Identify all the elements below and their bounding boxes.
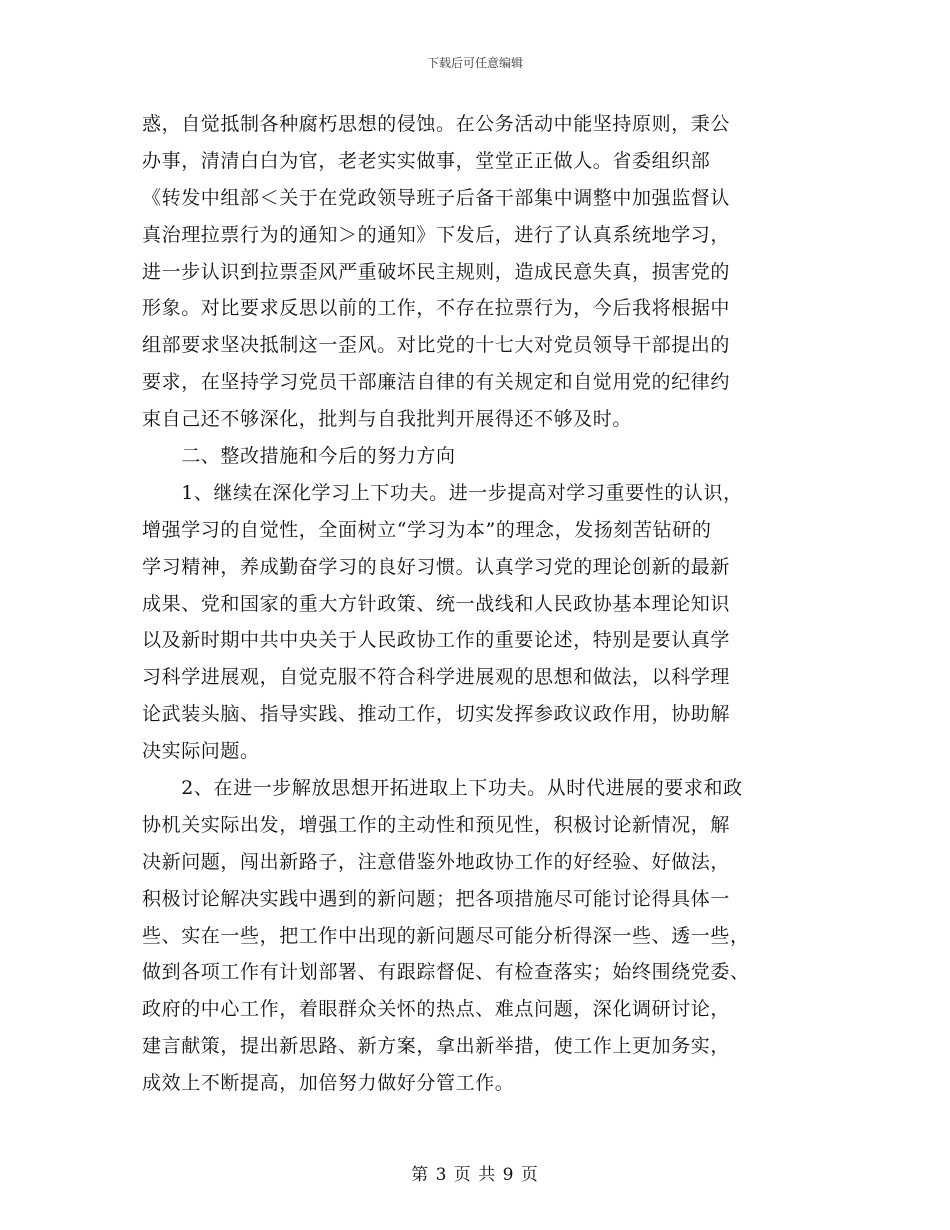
page-footer: 第 3 页 共 9 页 — [411, 1165, 539, 1185]
text-line: 1、继续在深化学习上下功夫。进一步提高对学习重要性的认识， — [142, 481, 743, 504]
text-line: 协机关实际出发，增强工作的主动性和预见性，积极讨论新情况，解 — [142, 813, 731, 836]
text-line: 论武装头脑、指导实践、推动工作，切实发挥参政议政作用，协助解 — [142, 703, 731, 726]
section-heading: 二、整改措施和今后的努力方向 — [142, 445, 456, 468]
text-line: 要求，在坚持学习党员干部廉洁自律的有关规定和自觉用党的纪律约 — [142, 371, 731, 394]
text-line: 以及新时期中共中央关于人民政协工作的重要论述，特别是要认真学 — [142, 629, 731, 652]
text-line: 办事，清清白白为官，老老实实做事，堂堂正正做人。省委组织部 — [142, 149, 711, 172]
text-line: 惑，自觉抵制各种腐朽思想的侵蚀。在公务活动中能坚持原则，秉公 — [142, 113, 731, 135]
text-line: 形象。对比要求反思以前的工作，不存在拉票行为，今后我将根据中 — [142, 297, 731, 320]
page-header: 下载后可任意编辑 — [426, 56, 523, 70]
text-line: 做到各项工作有计划部署、有跟踪督促、有检查落实；始终围绕党委、 — [142, 961, 750, 984]
text-line: 成果、党和国家的重大方针政策、统一战线和人民政协基本理论知识 — [142, 592, 731, 615]
text-line: 进一步认识到拉票歪风严重破坏民主规则，造成民意失真，损害党的 — [142, 260, 731, 283]
text-line: 组部要求坚决抵制这一歪风。对比党的十七大对党员领导干部提出的 — [142, 334, 731, 357]
text-line: 决实际问题。 — [142, 740, 260, 763]
text-line: 学习精神，养成勤奋学习的良好习惯。认真学习党的理论创新的最新 — [142, 555, 731, 578]
text-line: 建言献策，提出新思路、新方案，拿出新举措，使工作上更加务实， — [142, 1035, 731, 1058]
text-line: 习科学进展观，自觉克服不符合科学进展观的思想和做法，以科学理 — [142, 666, 731, 689]
document-body — [142, 106, 812, 1102]
text-line: 《转发中组部＜关于在党政领导班子后备干部集中调整中加强监督认 — [142, 186, 731, 209]
text-line: 积极讨论解决实践中遇到的新问题；把各项措施尽可能讨论得具体一 — [142, 887, 731, 910]
text-line: 2、在进一步解放思想开拓进取上下功夫。从时代进展的要求和政 — [142, 777, 743, 800]
text-line: 决新问题，闯出新路子，注意借鉴外地政协工作的好经验、好做法， — [142, 850, 731, 873]
text-line: 增强学习的自觉性，全面树立“学习为本”的理念，发扬刻苦钻研的 — [142, 518, 712, 541]
text-line: 真治理拉票行为的通知＞的通知》下发后，进行了认真系统地学习， — [142, 223, 731, 246]
text-line: 政府的中心工作，着眼群众关怀的热点、难点问题，深化调研讨论， — [142, 998, 731, 1021]
text-line: 些、实在一些，把工作中出现的新问题尽可能分析得深一些、透一些， — [142, 924, 750, 947]
text-line: 束自己还不够深化，批判与自我批判开展得还不够及时。 — [142, 408, 633, 431]
text-line: 成效上不断提高，加倍努力做好分管工作。 — [142, 1072, 515, 1095]
